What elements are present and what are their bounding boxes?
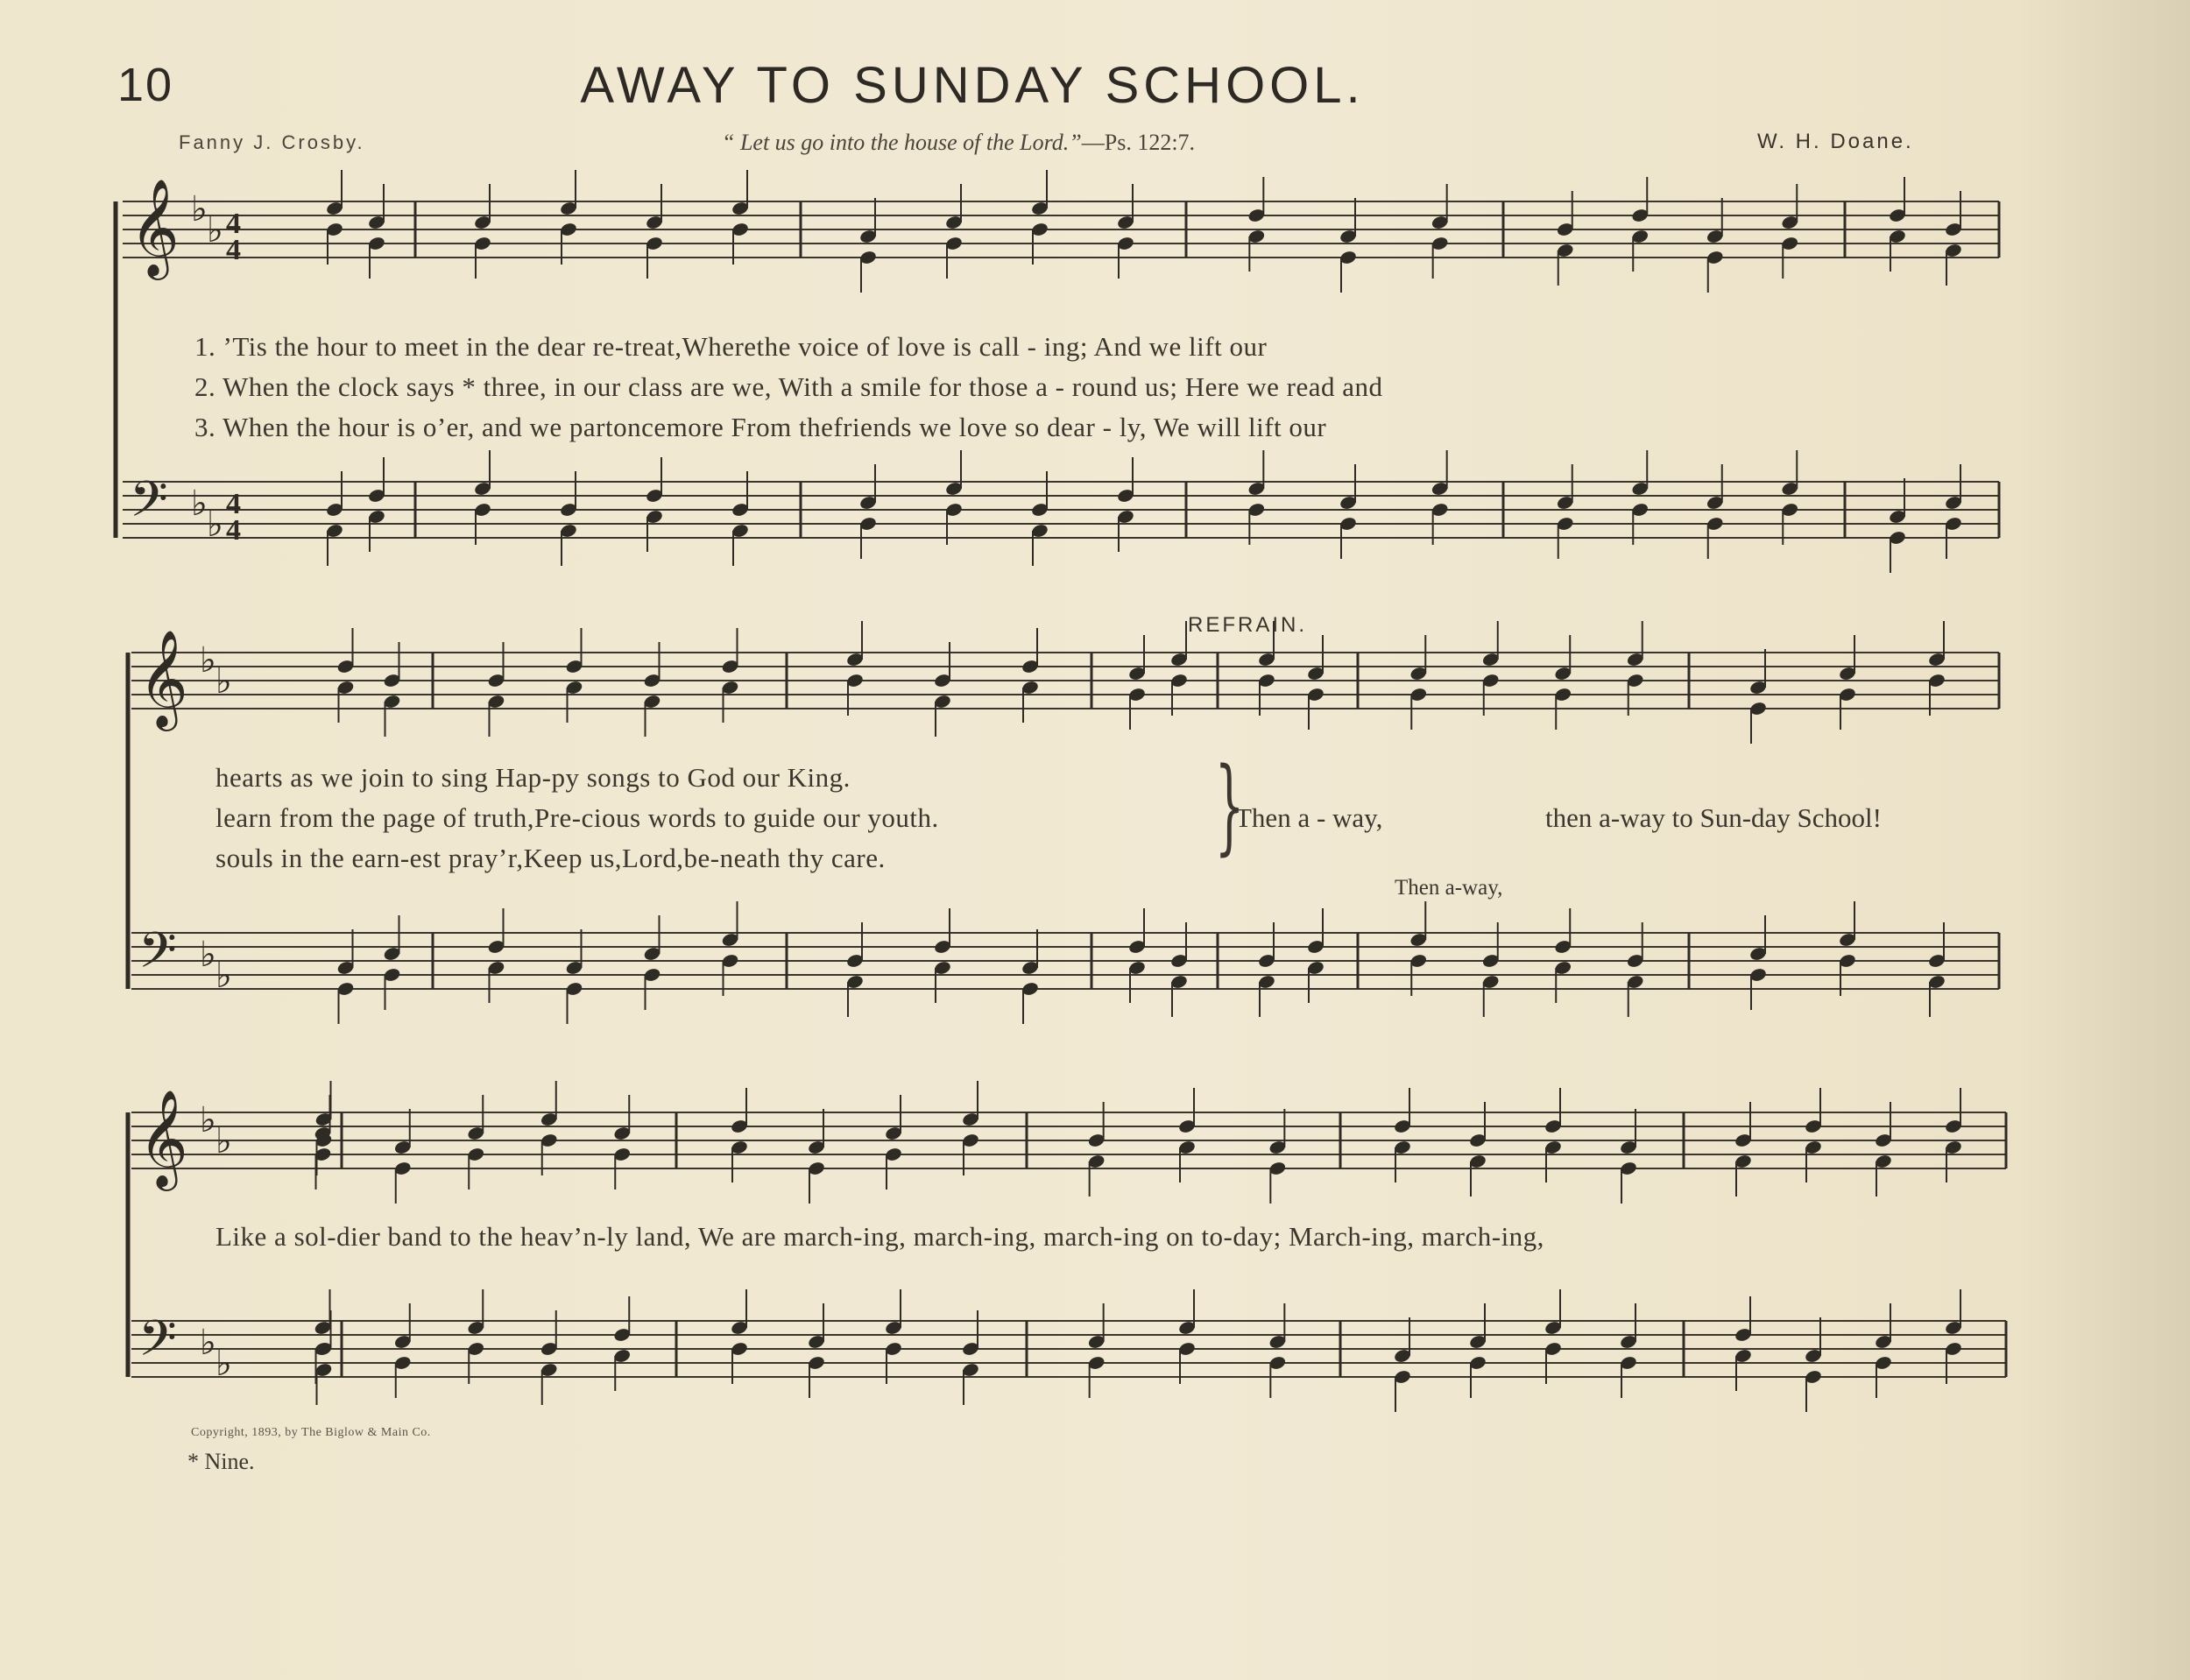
refrain-label: REFRAIN. xyxy=(1188,613,1308,637)
copyright-notice: Copyright, 1893, by The Biglow & Main Co. xyxy=(191,1426,431,1439)
svg-text:♭: ♭ xyxy=(215,1121,232,1161)
svg-text:♭: ♭ xyxy=(191,484,208,524)
hymn-title: AWAY TO SUNDAY SCHOOL. xyxy=(580,57,1365,114)
scripture-quote: “ Let us go into the house of the Lord.” xyxy=(722,130,1082,155)
svg-text:♭: ♭ xyxy=(200,1100,216,1140)
composer-credit: W. H. Doane. xyxy=(1757,130,1914,153)
verse-2-line-2: learn from the page of truth,Pre-cious words to guide our youth. xyxy=(215,802,939,833)
refrain-lyric-line: Like a sol-dier band to the heav’n-ly land, We are march-ing, march-ing, march-ing on to-day; March-ing, march-ing, xyxy=(215,1221,1544,1252)
svg-text:𝄢: 𝄢 xyxy=(138,1310,177,1380)
svg-text:𝄞: 𝄞 xyxy=(138,1089,188,1187)
verse-brace: } xyxy=(1214,745,1245,865)
refrain-then-away: Then a - way, xyxy=(1235,802,1383,833)
verse-3-line-1: 3. When the hour is o’er, and we partoncemore From thefriends we love so dear - ly, We will lift our xyxy=(194,412,1327,442)
svg-text:♭: ♭ xyxy=(200,1323,216,1363)
svg-text:𝄞: 𝄞 xyxy=(138,629,188,727)
refrain-then-away-to-sunday-school: then a-way to Sun-day School! xyxy=(1545,802,1882,833)
footnote: * Nine. xyxy=(187,1449,255,1474)
svg-text:♭: ♭ xyxy=(215,956,232,996)
svg-text:4: 4 xyxy=(226,208,241,240)
refrain-echo-then-away: Then a-way, xyxy=(1395,876,1503,900)
svg-text:𝄢: 𝄢 xyxy=(138,922,177,992)
svg-text:4: 4 xyxy=(226,234,241,266)
svg-text:♭: ♭ xyxy=(207,210,223,251)
verse-1-line-1: 1. ’Tis the hour to meet in the dear re-treat,Wherethe voice of love is call - ing; And we lift our xyxy=(194,331,1268,362)
svg-text:♭: ♭ xyxy=(215,1344,232,1384)
svg-text:4: 4 xyxy=(226,488,241,520)
verse-2-line-1: 2. When the clock says * three, in our class are we, With a smile for those a - round us; Here we read and xyxy=(194,371,1383,402)
svg-text:♭: ♭ xyxy=(207,505,223,545)
verse-1-line-2: hearts as we join to sing Hap-py songs to God our King. xyxy=(215,762,851,793)
lyricist-credit: Fanny J. Crosby. xyxy=(179,131,365,153)
svg-text:𝄢: 𝄢 xyxy=(130,471,168,540)
svg-text:♭: ♭ xyxy=(200,935,216,975)
verse-3-line-2: souls in the earn-est pray’r,Keep us,Lord,be-neath thy care. xyxy=(215,843,886,873)
svg-text:𝄞: 𝄞 xyxy=(130,178,180,276)
svg-text:♭: ♭ xyxy=(215,661,232,702)
svg-text:4: 4 xyxy=(226,514,241,547)
svg-text:♭: ♭ xyxy=(200,640,216,681)
page-number: 10 xyxy=(117,59,174,111)
svg-text:♭: ♭ xyxy=(191,189,208,229)
scripture-reference: —Ps. 122:7. xyxy=(1081,130,1196,155)
